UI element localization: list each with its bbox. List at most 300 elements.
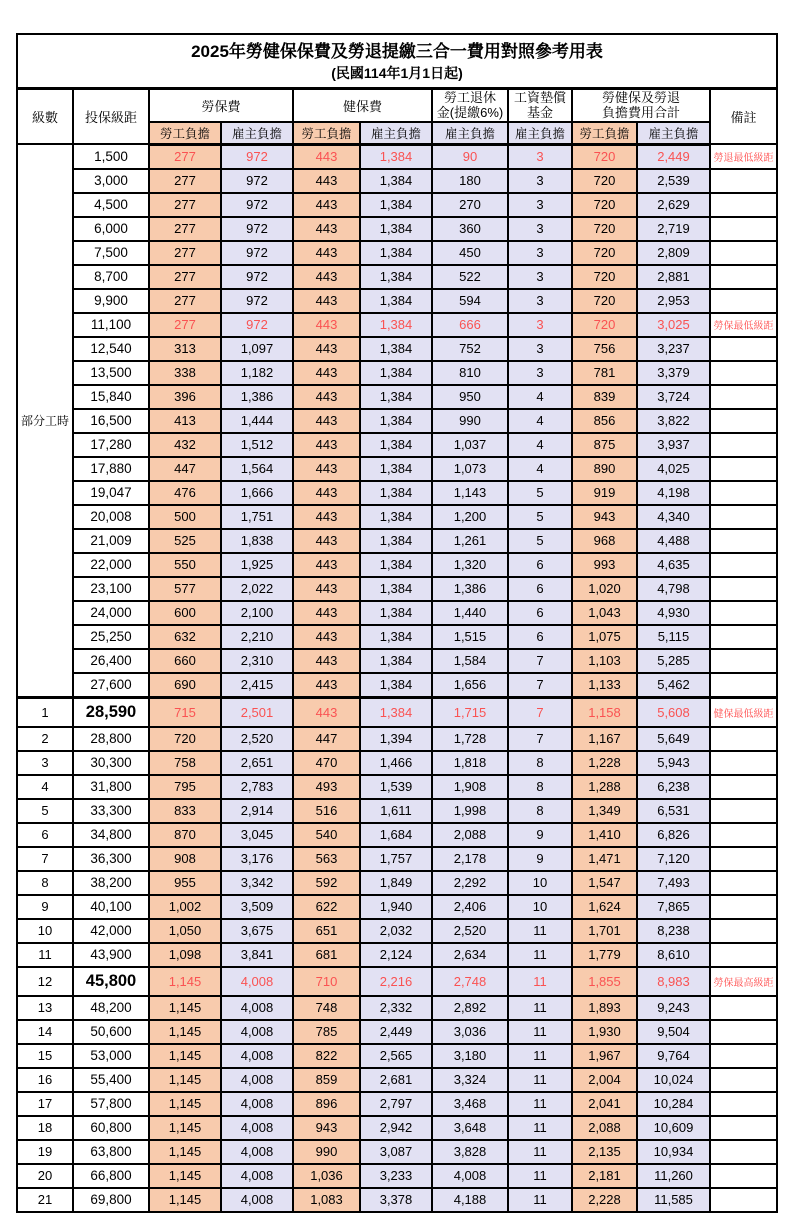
header-remark: 備註 — [710, 89, 777, 145]
value-cell: 810 — [432, 361, 508, 385]
value-cell: 11 — [508, 1068, 572, 1092]
bracket-cell: 13,500 — [73, 361, 149, 385]
note-cell — [710, 1020, 777, 1044]
value-cell: 3,025 — [637, 313, 710, 337]
table-row — [17, 265, 777, 289]
bracket-cell: 20,008 — [73, 505, 149, 529]
note-cell — [710, 847, 777, 871]
table-row — [17, 996, 777, 1020]
level-cell: 17 — [17, 1092, 73, 1116]
value-cell: 2,088 — [572, 1116, 637, 1140]
value-cell: 277 — [149, 217, 221, 241]
value-cell: 1,384 — [360, 265, 432, 289]
value-cell: 277 — [149, 169, 221, 193]
value-cell: 1,320 — [432, 553, 508, 577]
value-cell: 277 — [149, 241, 221, 265]
title-cell — [17, 34, 777, 89]
note-cell — [710, 409, 777, 433]
value-cell: 1,838 — [221, 529, 293, 553]
note-cell — [710, 871, 777, 895]
value-cell: 1,940 — [360, 895, 432, 919]
value-cell: 443 — [293, 289, 360, 313]
table-row — [17, 1020, 777, 1044]
table-row — [17, 847, 777, 871]
bracket-cell: 16,500 — [73, 409, 149, 433]
value-cell: 1,182 — [221, 361, 293, 385]
value-cell: 2,181 — [572, 1164, 637, 1188]
value-cell: 651 — [293, 919, 360, 943]
value-cell: 4,008 — [221, 967, 293, 996]
value-cell: 1,384 — [360, 697, 432, 727]
value-cell: 1,444 — [221, 409, 293, 433]
value-cell: 822 — [293, 1044, 360, 1068]
note-cell — [710, 241, 777, 265]
value-cell: 2,748 — [432, 967, 508, 996]
value-cell: 2,681 — [360, 1068, 432, 1092]
bracket-cell: 23,100 — [73, 577, 149, 601]
table-row — [17, 871, 777, 895]
note-cell — [710, 481, 777, 505]
value-cell: 681 — [293, 943, 360, 967]
level-cell: 12 — [17, 967, 73, 996]
note-cell — [710, 625, 777, 649]
bracket-cell: 15,840 — [73, 385, 149, 409]
value-cell: 720 — [149, 727, 221, 751]
value-cell: 277 — [149, 193, 221, 217]
value-cell: 3,176 — [221, 847, 293, 871]
value-cell: 1,145 — [149, 1068, 221, 1092]
value-cell: 6 — [508, 577, 572, 601]
value-cell: 1,611 — [360, 799, 432, 823]
level-cell: 21 — [17, 1188, 73, 1212]
value-cell: 4,930 — [637, 601, 710, 625]
value-cell: 5 — [508, 505, 572, 529]
value-cell: 2,520 — [221, 727, 293, 751]
value-cell: 540 — [293, 823, 360, 847]
value-cell: 443 — [293, 241, 360, 265]
note-cell — [710, 1164, 777, 1188]
value-cell: 3,036 — [432, 1020, 508, 1044]
value-cell: 6,826 — [637, 823, 710, 847]
value-cell: 1,967 — [572, 1044, 637, 1068]
value-cell: 972 — [221, 265, 293, 289]
value-cell: 1,624 — [572, 895, 637, 919]
value-cell: 950 — [432, 385, 508, 409]
value-cell: 2,797 — [360, 1092, 432, 1116]
value-cell: 3,675 — [221, 919, 293, 943]
header-wage-fund-line1: 工資墊償 — [513, 90, 566, 106]
note-cell — [710, 457, 777, 481]
value-cell: 622 — [293, 895, 360, 919]
value-cell: 752 — [432, 337, 508, 361]
value-cell: 4 — [508, 385, 572, 409]
value-cell: 3,180 — [432, 1044, 508, 1068]
value-cell: 4,008 — [221, 1068, 293, 1092]
value-cell: 5,608 — [637, 697, 710, 727]
table-row — [17, 1140, 777, 1164]
value-cell: 1,384 — [360, 241, 432, 265]
bracket-cell: 66,800 — [73, 1164, 149, 1188]
value-cell: 972 — [221, 241, 293, 265]
subheader-wage-fund-employer: 雇主負擔 — [508, 122, 572, 145]
bracket-cell: 55,400 — [73, 1068, 149, 1092]
value-cell: 1,384 — [360, 505, 432, 529]
value-cell: 396 — [149, 385, 221, 409]
value-cell: 360 — [432, 217, 508, 241]
bracket-cell: 24,000 — [73, 601, 149, 625]
value-cell: 3 — [508, 241, 572, 265]
value-cell: 11 — [508, 943, 572, 967]
value-cell: 476 — [149, 481, 221, 505]
value-cell: 5,115 — [637, 625, 710, 649]
value-cell: 6 — [508, 553, 572, 577]
level-cell: 4 — [17, 775, 73, 799]
value-cell: 1,103 — [572, 649, 637, 673]
value-cell: 1,384 — [360, 673, 432, 698]
value-cell: 3,233 — [360, 1164, 432, 1188]
value-cell: 1,471 — [572, 847, 637, 871]
value-cell: 8 — [508, 799, 572, 823]
note-cell — [710, 1044, 777, 1068]
value-cell: 2,310 — [221, 649, 293, 673]
bracket-cell: 26,400 — [73, 649, 149, 673]
value-cell: 1,384 — [360, 361, 432, 385]
bracket-cell: 60,800 — [73, 1116, 149, 1140]
value-cell: 720 — [572, 289, 637, 313]
value-cell: 10,609 — [637, 1116, 710, 1140]
note-cell — [710, 895, 777, 919]
value-cell: 715 — [149, 697, 221, 727]
value-cell: 1,384 — [360, 385, 432, 409]
header-bracket: 投保級距 — [73, 89, 149, 145]
value-cell: 2,216 — [360, 967, 432, 996]
value-cell: 3,378 — [360, 1188, 432, 1212]
value-cell: 432 — [149, 433, 221, 457]
value-cell: 7,120 — [637, 847, 710, 871]
value-cell: 443 — [293, 433, 360, 457]
table-row — [17, 601, 777, 625]
note-cell: 健保最低級距 — [710, 697, 777, 727]
bracket-cell: 38,200 — [73, 871, 149, 895]
value-cell: 2,210 — [221, 625, 293, 649]
value-cell: 968 — [572, 529, 637, 553]
value-cell: 1,908 — [432, 775, 508, 799]
bracket-cell: 4,500 — [73, 193, 149, 217]
value-cell: 525 — [149, 529, 221, 553]
value-cell: 1,384 — [360, 193, 432, 217]
bracket-cell: 22,000 — [73, 553, 149, 577]
bracket-cell: 30,300 — [73, 751, 149, 775]
value-cell: 3,087 — [360, 1140, 432, 1164]
table-row — [17, 649, 777, 673]
value-cell: 720 — [572, 241, 637, 265]
value-cell: 1,930 — [572, 1020, 637, 1044]
value-cell: 443 — [293, 673, 360, 698]
subheader-labor-employee: 勞工負擔 — [149, 122, 221, 145]
value-cell: 3,237 — [637, 337, 710, 361]
value-cell: 2,719 — [637, 217, 710, 241]
table-row — [17, 433, 777, 457]
value-cell: 443 — [293, 409, 360, 433]
value-cell: 2,292 — [432, 871, 508, 895]
value-cell: 443 — [293, 529, 360, 553]
value-cell: 890 — [572, 457, 637, 481]
table-row — [17, 409, 777, 433]
value-cell: 919 — [572, 481, 637, 505]
value-cell: 11 — [508, 1044, 572, 1068]
bracket-cell: 17,280 — [73, 433, 149, 457]
table-row — [17, 625, 777, 649]
level-cell: 8 — [17, 871, 73, 895]
header-wage-fund — [508, 89, 572, 122]
value-cell: 1,083 — [293, 1188, 360, 1212]
level-cell: 13 — [17, 996, 73, 1020]
value-cell: 7,493 — [637, 871, 710, 895]
bracket-cell: 27,600 — [73, 673, 149, 698]
value-cell: 785 — [293, 1020, 360, 1044]
level-cell: 3 — [17, 751, 73, 775]
note-cell — [710, 193, 777, 217]
value-cell: 443 — [293, 553, 360, 577]
value-cell: 1,145 — [149, 1092, 221, 1116]
table-row — [17, 823, 777, 847]
value-cell: 4 — [508, 433, 572, 457]
bracket-cell: 6,000 — [73, 217, 149, 241]
table-row — [17, 361, 777, 385]
note-cell: 勞保最高級距 — [710, 967, 777, 996]
bracket-cell: 3,000 — [73, 169, 149, 193]
value-cell: 955 — [149, 871, 221, 895]
table-row — [17, 144, 777, 169]
value-cell: 2,651 — [221, 751, 293, 775]
value-cell: 594 — [432, 289, 508, 313]
level-cell: 18 — [17, 1116, 73, 1140]
value-cell: 2,004 — [572, 1068, 637, 1092]
value-cell: 1,200 — [432, 505, 508, 529]
value-cell: 2,539 — [637, 169, 710, 193]
value-cell: 11 — [508, 1116, 572, 1140]
value-cell: 2,953 — [637, 289, 710, 313]
subheader-total-employee: 勞工負擔 — [572, 122, 637, 145]
value-cell: 8,238 — [637, 919, 710, 943]
value-cell: 592 — [293, 871, 360, 895]
level-cell: 5 — [17, 799, 73, 823]
value-cell: 2,032 — [360, 919, 432, 943]
table-row — [17, 577, 777, 601]
bracket-cell: 40,100 — [73, 895, 149, 919]
value-cell: 1,384 — [360, 433, 432, 457]
note-cell — [710, 361, 777, 385]
value-cell: 666 — [432, 313, 508, 337]
value-cell: 516 — [293, 799, 360, 823]
table-row — [17, 799, 777, 823]
note-cell — [710, 505, 777, 529]
value-cell: 450 — [432, 241, 508, 265]
value-cell: 6,531 — [637, 799, 710, 823]
table-row — [17, 217, 777, 241]
header-total-line2: 負擔費用合計 — [601, 105, 680, 121]
bracket-cell: 25,250 — [73, 625, 149, 649]
header-wage-fund-line2: 基金 — [526, 105, 553, 121]
value-cell: 8,983 — [637, 967, 710, 996]
value-cell: 10 — [508, 871, 572, 895]
value-cell: 4,025 — [637, 457, 710, 481]
value-cell: 1,386 — [221, 385, 293, 409]
value-cell: 11 — [508, 967, 572, 996]
value-cell: 443 — [293, 577, 360, 601]
value-cell: 1,564 — [221, 457, 293, 481]
value-cell: 856 — [572, 409, 637, 433]
value-cell: 1,384 — [360, 481, 432, 505]
bracket-cell: 17,880 — [73, 457, 149, 481]
value-cell: 3 — [508, 217, 572, 241]
table-row — [17, 241, 777, 265]
value-cell: 3 — [508, 144, 572, 169]
note-cell — [710, 673, 777, 698]
value-cell: 990 — [293, 1140, 360, 1164]
value-cell: 5 — [508, 529, 572, 553]
value-cell: 943 — [293, 1116, 360, 1140]
table-row — [17, 727, 777, 751]
value-cell: 7 — [508, 697, 572, 727]
bracket-cell: 48,200 — [73, 996, 149, 1020]
value-cell: 1,349 — [572, 799, 637, 823]
value-cell: 9,243 — [637, 996, 710, 1020]
note-cell — [710, 337, 777, 361]
value-cell: 2,449 — [637, 144, 710, 169]
value-cell: 180 — [432, 169, 508, 193]
value-cell: 1,384 — [360, 409, 432, 433]
table-row — [17, 943, 777, 967]
value-cell: 4,798 — [637, 577, 710, 601]
value-cell: 9,764 — [637, 1044, 710, 1068]
value-cell: 2,881 — [637, 265, 710, 289]
value-cell: 270 — [432, 193, 508, 217]
value-cell: 2,100 — [221, 601, 293, 625]
value-cell: 313 — [149, 337, 221, 361]
value-cell: 443 — [293, 457, 360, 481]
value-cell: 1,440 — [432, 601, 508, 625]
value-cell: 1,145 — [149, 996, 221, 1020]
value-cell: 1,998 — [432, 799, 508, 823]
table-body — [17, 144, 777, 1212]
value-cell: 1,384 — [360, 144, 432, 169]
value-cell: 11 — [508, 1092, 572, 1116]
bracket-cell: 19,047 — [73, 481, 149, 505]
note-cell — [710, 601, 777, 625]
value-cell: 90 — [432, 144, 508, 169]
value-cell: 720 — [572, 265, 637, 289]
value-cell: 4,008 — [432, 1164, 508, 1188]
value-cell: 1,684 — [360, 823, 432, 847]
value-cell: 11 — [508, 1188, 572, 1212]
table-row — [17, 193, 777, 217]
value-cell: 11 — [508, 1020, 572, 1044]
table-row — [17, 481, 777, 505]
bracket-cell: 50,600 — [73, 1020, 149, 1044]
value-cell: 756 — [572, 337, 637, 361]
bracket-cell: 11,100 — [73, 313, 149, 337]
level-cell: 10 — [17, 919, 73, 943]
value-cell: 720 — [572, 193, 637, 217]
value-cell: 993 — [572, 553, 637, 577]
bracket-cell: 45,800 — [73, 967, 149, 996]
note-cell — [710, 823, 777, 847]
value-cell: 4,188 — [432, 1188, 508, 1212]
value-cell: 10,024 — [637, 1068, 710, 1092]
subheader-pension-employer: 雇主負擔 — [432, 122, 508, 145]
table-row — [17, 895, 777, 919]
value-cell: 2,406 — [432, 895, 508, 919]
bracket-cell: 28,800 — [73, 727, 149, 751]
value-cell: 4,008 — [221, 1092, 293, 1116]
value-cell: 7 — [508, 673, 572, 698]
value-cell: 447 — [149, 457, 221, 481]
value-cell: 443 — [293, 697, 360, 727]
value-cell: 1,384 — [360, 577, 432, 601]
value-cell: 443 — [293, 144, 360, 169]
value-cell: 795 — [149, 775, 221, 799]
value-cell: 1,512 — [221, 433, 293, 457]
value-cell: 839 — [572, 385, 637, 409]
value-cell: 3,324 — [432, 1068, 508, 1092]
value-cell: 5,285 — [637, 649, 710, 673]
value-cell: 972 — [221, 144, 293, 169]
header-level: 級數 — [17, 89, 73, 145]
value-cell: 660 — [149, 649, 221, 673]
bracket-cell: 1,500 — [73, 144, 149, 169]
value-cell: 1,073 — [432, 457, 508, 481]
table-row — [17, 967, 777, 996]
value-cell: 1,384 — [360, 313, 432, 337]
bracket-cell: 63,800 — [73, 1140, 149, 1164]
value-cell: 1,849 — [360, 871, 432, 895]
value-cell: 1,384 — [360, 169, 432, 193]
title-row — [17, 34, 777, 89]
table-row — [17, 1068, 777, 1092]
value-cell: 1,547 — [572, 871, 637, 895]
value-cell: 1,145 — [149, 1044, 221, 1068]
value-cell: 4 — [508, 409, 572, 433]
value-cell: 9,504 — [637, 1020, 710, 1044]
note-cell — [710, 553, 777, 577]
value-cell: 1,384 — [360, 553, 432, 577]
table-row — [17, 337, 777, 361]
note-cell — [710, 1116, 777, 1140]
value-cell: 10,284 — [637, 1092, 710, 1116]
table-row — [17, 529, 777, 553]
header-health-insurance: 健保費 — [293, 89, 432, 122]
value-cell: 1,466 — [360, 751, 432, 775]
value-cell: 3 — [508, 169, 572, 193]
value-cell: 443 — [293, 265, 360, 289]
value-cell: 2,565 — [360, 1044, 432, 1068]
value-cell: 3,937 — [637, 433, 710, 457]
value-cell: 720 — [572, 144, 637, 169]
level-cell-part-time: 部分工時 — [17, 144, 73, 697]
value-cell: 6,238 — [637, 775, 710, 799]
level-cell: 9 — [17, 895, 73, 919]
value-cell: 3,509 — [221, 895, 293, 919]
note-cell — [710, 529, 777, 553]
value-cell: 3 — [508, 313, 572, 337]
table-row — [17, 919, 777, 943]
value-cell: 1,386 — [432, 577, 508, 601]
header-total — [572, 89, 710, 122]
value-cell: 3,045 — [221, 823, 293, 847]
value-cell: 2,228 — [572, 1188, 637, 1212]
note-cell: 勞退最低級距 — [710, 144, 777, 169]
